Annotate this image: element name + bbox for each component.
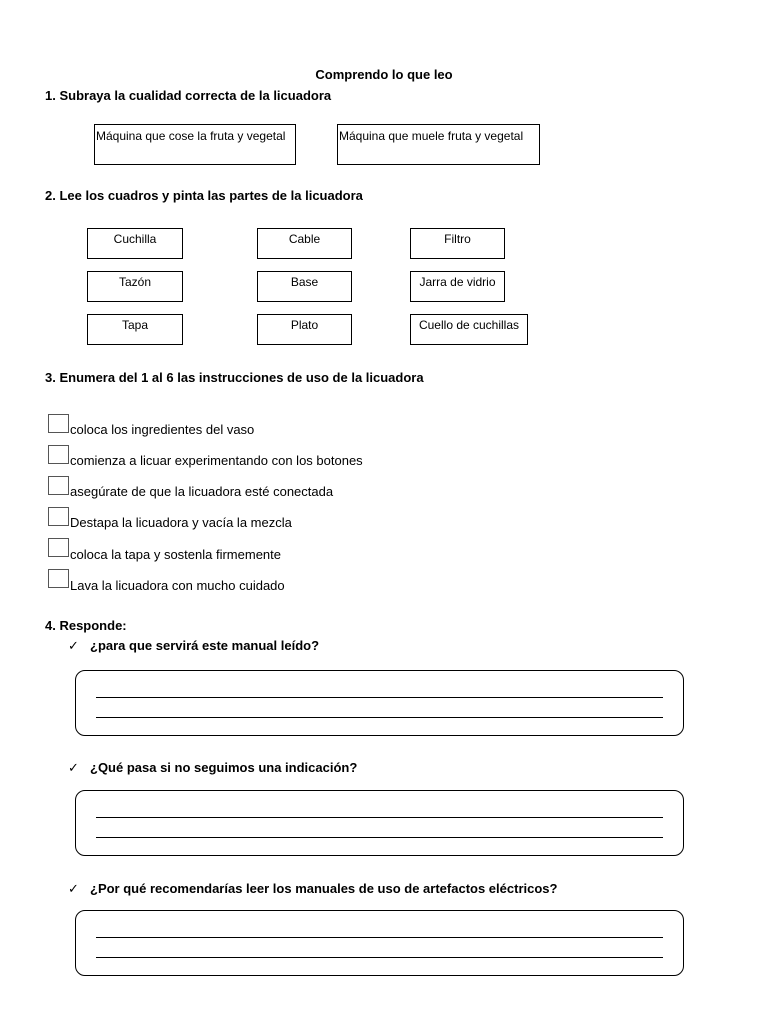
part-label: Plato (290, 318, 319, 332)
question-text: ¿Qué pasa si no seguimos una indicación? (90, 760, 358, 775)
checkmark-icon: ✓ (68, 881, 79, 896)
part-label: Tapa (121, 318, 149, 332)
checkmark-icon: ✓ (68, 760, 79, 775)
part-label: Cuello de cuchillas (418, 318, 520, 332)
part-label: Filtro (444, 232, 471, 246)
number-checkbox[interactable] (48, 476, 69, 495)
part-label: Base (290, 275, 319, 289)
answer-line (96, 937, 663, 938)
section1-heading: 1. Subraya la cualidad correcta de la licuadora (45, 88, 332, 103)
part-box-tazon[interactable] (87, 271, 183, 302)
checkmark-icon: ✓ (68, 638, 79, 653)
answer-line (96, 817, 663, 818)
answer-line (96, 957, 663, 958)
option-box-1[interactable] (94, 124, 296, 165)
number-checkbox[interactable] (48, 538, 69, 557)
instruction-item: Destapa la licuadora y vacía la mezcla (70, 515, 292, 530)
part-box-tapa[interactable] (87, 314, 183, 345)
answer-box-1[interactable] (75, 670, 684, 736)
question-1 (68, 638, 319, 654)
section3-heading: 3. Enumera del 1 al 6 las instrucciones de uso de la licuadora (45, 370, 424, 385)
option-label: Máquina que muele fruta y vegetal (339, 129, 524, 143)
answer-line (96, 837, 663, 838)
question-2 (68, 760, 357, 776)
section2-heading: 2. Lee los cuadros y pinta las partes de la licuadora (45, 188, 363, 203)
instruction-item: Lava la licuadora con mucho cuidado (70, 578, 285, 593)
part-label: Cable (288, 232, 321, 246)
part-box-filtro[interactable] (410, 228, 505, 259)
part-box-jarra-de-vidrio[interactable] (410, 271, 505, 302)
part-label: Cuchilla (113, 232, 157, 246)
part-label: Jarra de vidrio (419, 275, 496, 289)
part-box-plato[interactable] (257, 314, 352, 345)
number-checkbox[interactable] (48, 507, 69, 526)
question-text: ¿Por qué recomendarías leer los manuales de uso de artefactos eléctricos? (90, 881, 558, 896)
instruction-item: coloca la tapa y sostenla firmemente (70, 547, 281, 562)
instruction-item: coloca los ingredientes del vaso (70, 422, 255, 437)
number-checkbox[interactable] (48, 414, 69, 433)
part-box-cuello-de-cuchillas[interactable] (410, 314, 528, 345)
instruction-item: comienza a licuar experimentando con los botones (70, 453, 363, 468)
answer-box-2[interactable] (75, 790, 684, 856)
answer-box-3[interactable] (75, 910, 684, 976)
answer-line (96, 717, 663, 718)
part-box-cuchilla[interactable] (87, 228, 183, 259)
section4-heading: 4. Responde: (45, 618, 127, 633)
question-3 (68, 881, 557, 897)
page-title: Comprendo lo que leo (315, 67, 453, 82)
part-box-base[interactable] (257, 271, 352, 302)
instruction-item: asegúrate de que la licuadora esté conectada (70, 484, 334, 499)
option-box-2[interactable] (337, 124, 540, 165)
answer-line (96, 697, 663, 698)
number-checkbox[interactable] (48, 445, 69, 464)
part-label: Tazón (118, 275, 152, 289)
number-checkbox[interactable] (48, 569, 69, 588)
option-label: Máquina que cose la fruta y vegetal (96, 129, 286, 143)
part-box-cable[interactable] (257, 228, 352, 259)
question-text: ¿para que servirá este manual leído? (90, 638, 320, 653)
